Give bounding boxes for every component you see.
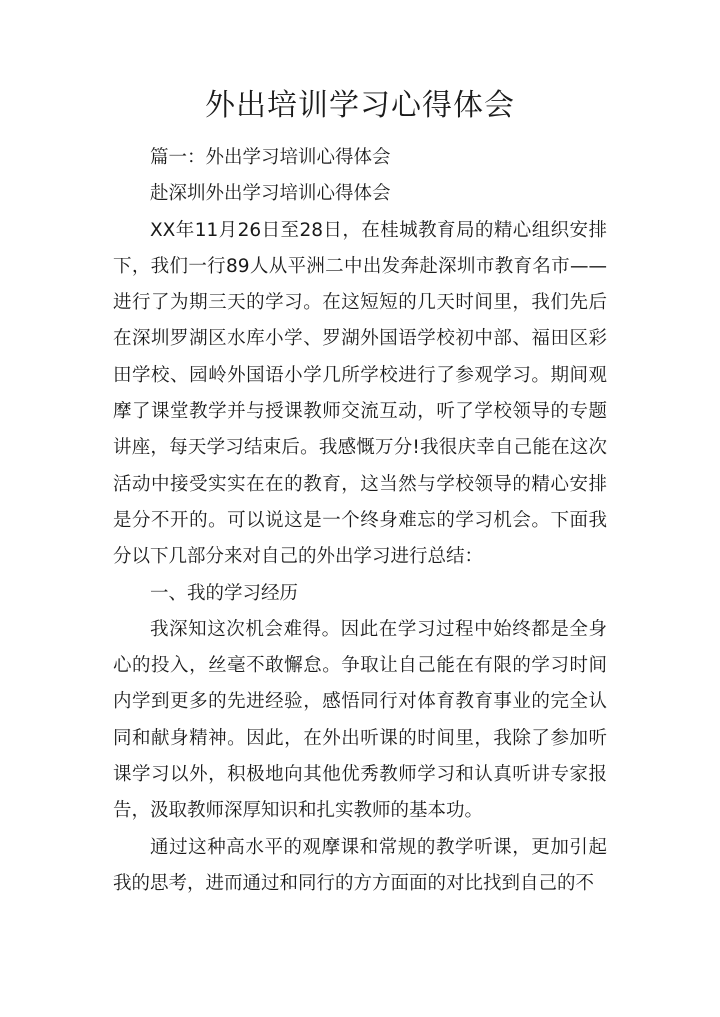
paragraph-intro: XX年11月26日至28日，在桂城教育局的精心组织安排下，我们一行89人从平洲二中出发奔赴深圳市教育名市——进行了为期三天的学习。在这短短的几天时间里，我们先后在深圳罗湖区水库小学、罗湖外国语学校初中部、福田区彩田学校、园岭外国语小学几所学校进行了参观学习。期间观摩了课堂教学并与授课教师交流互动，听了学校领导的专题讲座，每天学习结束后。我感慨万分!我很庆幸自己能在这次活动中接受实实在在的教育，这当然与学校领导的精心安排是分不开的。可以说这是一个终身难忘的学习机会。下面我分以下几部分来对自己的外出学习进行总结： [113,219,607,568]
paragraph-reflection: 通过这种高水平的观摩课和常规的教学听课，更加引起我的思考，进而通过和同行的方方面面的对比找到自己的不 [113,836,607,894]
document-title: 外出培训学习心得体会 [205,88,515,123]
section-heading-learning-experience: 一、我的学习经历 [150,582,299,604]
document-body [113,140,607,902]
paragraph-learning-experience: 我深知这次机会难得。因此在学习过程中始终都是全身心的投入，丝毫不敢懈怠。争取让自己能在有限的学习时间内学到更多的先进经验，感悟同行对体育教育事业的完全认同和献身精神。因此，在外出听课的时间里，我除了参加听课学习以外，积极地向其他优秀教师学习和认真听讲专家报告，汲取教师深厚知识和扎实教师的基本功。 [113,618,607,822]
section-heading-part-one: 篇一：外出学习培训心得体会 [150,147,391,168]
article-subtitle: 赴深圳外出学习培训心得体会 [150,183,391,205]
